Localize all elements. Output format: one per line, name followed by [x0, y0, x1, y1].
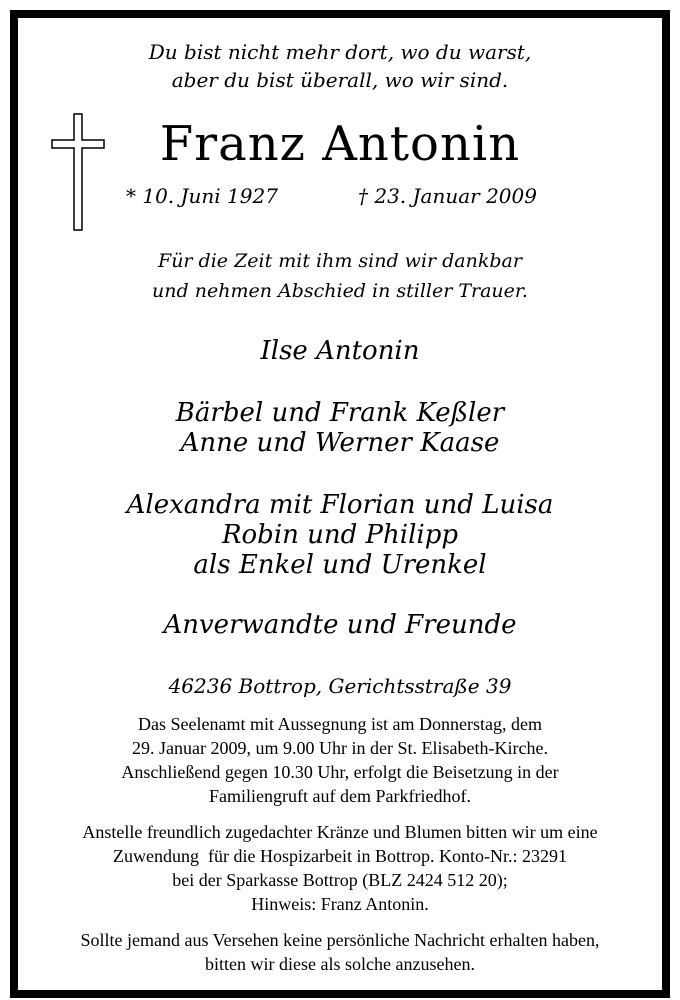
closing-line-2: bitten wir diese als solche anzusehen.: [205, 954, 475, 974]
closing-line-1: Sollte jemand aus Versehen keine persönliche Nachricht erhalten haben,: [80, 930, 600, 950]
mourner-relatives: Anverwandte und Freunde: [163, 610, 517, 640]
mourner-children-1: Bärbel und Frank Keßler: [175, 398, 505, 428]
death-date: † 23. Januar 2009: [358, 184, 537, 208]
mourner-spouse: Ilse Antonin: [260, 336, 420, 366]
donation-line-2: Zuwendung für die Hospizarbeit in Bottrop. Konto-Nr.: 23291: [113, 846, 567, 866]
service-line-3: Anschließend gegen 10.30 Uhr, erfolgt die Beisetzung in der: [121, 762, 559, 782]
birth-date: * 10. Juni 1927: [126, 184, 278, 208]
service-line-4: Familiengruft auf dem Parkfriedhof.: [209, 786, 471, 806]
obituary-frame: [10, 10, 670, 998]
deceased-name: Franz Antonin: [159, 116, 521, 172]
thanks-line-2: und nehmen Abschied in stiller Trauer.: [152, 280, 528, 302]
donation-line-3: bei der Sparkasse Bottrop (BLZ 2424 512 20);: [172, 870, 508, 890]
motto-line-1: Du bist nicht mehr dort, wo du warst,: [148, 40, 532, 64]
mourner-grand-2: Robin und Philipp: [221, 520, 459, 550]
service-line-2: 29. Januar 2009, um 9.00 Uhr in der St. Elisabeth-Kirche.: [132, 738, 548, 758]
thanks-line-1: Für die Zeit mit ihm sind wir dankbar: [158, 250, 522, 272]
motto-line-2: aber du bist überall, wo wir sind.: [171, 68, 509, 92]
donation-line-4: Hinweis: Franz Antonin.: [251, 894, 429, 914]
mourner-grand-3: als Enkel und Urenkel: [193, 550, 487, 580]
donation-line-1: Anstelle freundlich zugedachter Kränze und Blumen bitten wir um eine: [82, 822, 598, 842]
address: 46236 Bottrop, Gerichtsstraße 39: [168, 674, 512, 698]
mourner-grand-1: Alexandra mit Florian und Luisa: [126, 490, 554, 520]
service-line-1: Das Seelenamt mit Aussegnung ist am Donnerstag, dem: [138, 714, 542, 734]
mourner-children-2: Anne und Werner Kaase: [180, 428, 500, 458]
